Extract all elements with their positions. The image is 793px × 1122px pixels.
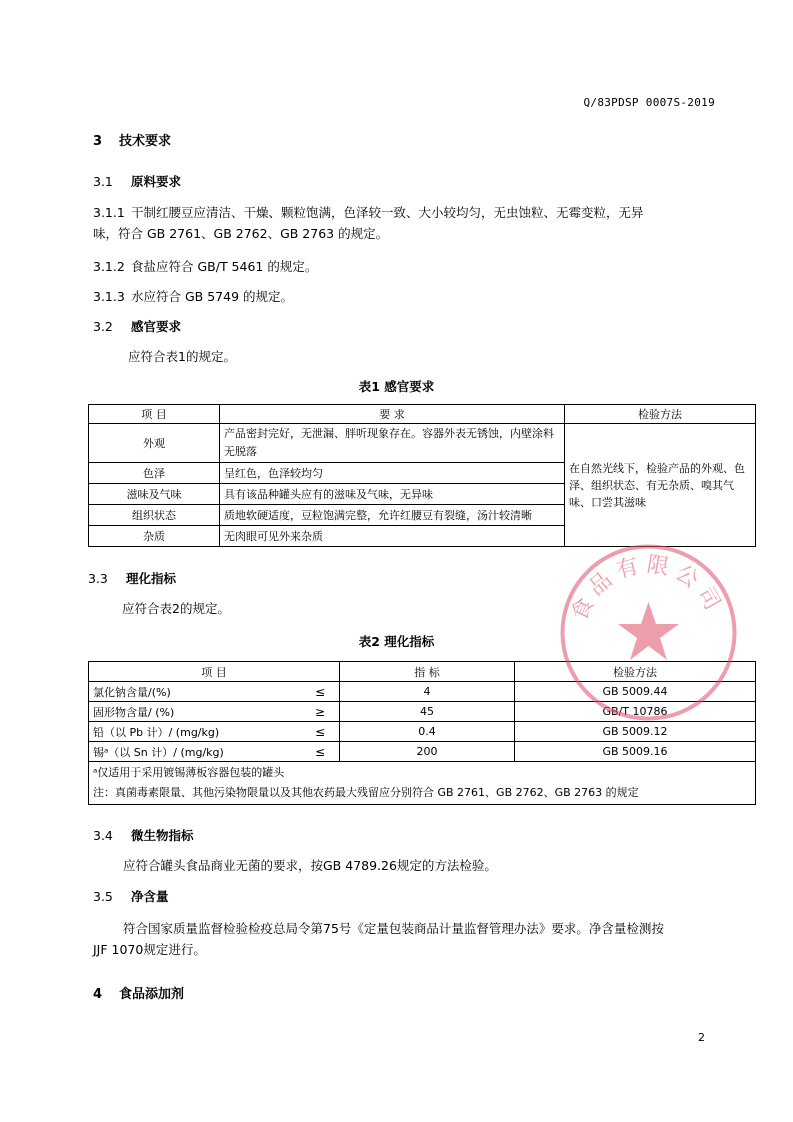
clause-3-1-3: [93, 286, 293, 307]
requirement-cell: 呈红色，色泽较均匀: [220, 463, 565, 484]
table-note: 注：真菌毒素限量、其他污染物限量以及其他农药最大残留应分别符合 GB 2761、GB 2762、GB 2763 的规定: [93, 786, 639, 799]
item-cell: 固形物含量/ (%): [89, 702, 302, 722]
table-footnote: ᵃ仅适用于采用镀锡薄板容器包装的罐头: [93, 766, 285, 779]
clause-3-1-1: [93, 202, 733, 244]
section-3-5-text: [93, 918, 743, 960]
section-number: 3: [93, 134, 103, 149]
sensory-requirements-table: [88, 404, 756, 547]
section-title: 微生物指标: [131, 828, 194, 843]
column-header: 项 目: [89, 405, 220, 424]
requirement-cell: 无肉眼可见外来杂质: [220, 526, 565, 547]
clause-text-line1: 干制红腰豆应清洁、干燥、颗粒饱满，色泽较一致、大小较均匀，无虫蚀粒、无霉变粒，无异: [131, 205, 644, 220]
section-3-heading: [93, 130, 171, 149]
method-cell: GB 5009.16: [515, 742, 756, 762]
company-seal-stamp: [556, 540, 741, 725]
comparison-symbol: ≥: [301, 702, 340, 722]
value-cell: 200: [340, 742, 515, 762]
section-3-3-text: 应符合表2的规定。: [122, 601, 230, 616]
value-cell: 4: [340, 682, 515, 702]
table-notes: [89, 762, 756, 805]
table-2-caption: 表2 理化指标: [358, 634, 435, 649]
comparison-symbol: ≤: [301, 742, 340, 762]
requirement-cell: 产品密封完好，无泄漏、胖听现象存在。容器外表无锈蚀，内壁涂料无脱落: [220, 424, 565, 463]
section-number: 4: [93, 987, 103, 1002]
section-3-3-heading: [88, 569, 176, 587]
item-cell: 锡ᵃ（以 Sn 计）/ (mg/kg): [89, 742, 302, 762]
seal-star-icon: [618, 602, 679, 660]
column-header: 要 求: [220, 405, 565, 424]
section-3-1-heading: [93, 172, 181, 190]
section-title: 感官要求: [131, 319, 182, 334]
section-3-2-heading: [93, 317, 181, 335]
method-cell: 在自然光线下，检验产品的外观、色泽、组织状态、有无杂质、嗅其气味、口尝其滋味: [565, 424, 756, 547]
section-3-5-heading: [93, 887, 169, 905]
section-3-2-text: 应符合表1的规定。: [128, 349, 236, 364]
section-title: 食品添加剂: [119, 987, 185, 1002]
value-cell: 45: [340, 702, 515, 722]
requirement-cell: 质地软硬适度，豆粒饱满完整，允许红腰豆有裂缝，汤汁较清晰: [220, 505, 565, 526]
section-title: 理化指标: [126, 571, 177, 586]
clause-number: 3.1.3: [93, 289, 125, 304]
column-header: 检验方法: [565, 405, 756, 424]
comparison-symbol: ≤: [301, 722, 340, 742]
section-number: 3.4: [93, 828, 113, 843]
section-title: 技术要求: [119, 134, 172, 149]
item-cell: 滋味及气味: [89, 484, 220, 505]
item-cell: 杂质: [89, 526, 220, 547]
clause-number: 3.1.1: [93, 205, 125, 220]
table-1-caption: 表1 感官要求: [358, 379, 435, 394]
item-cell: 铅（以 Pb 计）/ (mg/kg): [89, 722, 302, 742]
section-4-heading: [93, 983, 184, 1002]
clause-text-line2: 味，符合 GB 2761、GB 2762、GB 2763 的规定。: [93, 226, 389, 241]
clause-text: 食盐应符合 GB/T 5461 的规定。: [131, 259, 318, 274]
table-row: [89, 424, 756, 463]
section-3-4-heading: [93, 826, 194, 844]
comparison-symbol: ≤: [301, 682, 340, 702]
section-title: 原料要求: [131, 174, 182, 189]
item-cell: 氯化钠含量/(%): [89, 682, 302, 702]
text-line1: 符合国家质量监督检验检疫总局令第75号《定量包装商品计量监督管理办法》要求。净含量检测按: [123, 921, 664, 936]
value-cell: 0.4: [340, 722, 515, 742]
clause-3-1-2: [93, 256, 317, 277]
section-number: 3.5: [93, 889, 113, 904]
method-cell: GB 5009.44: [515, 682, 756, 702]
column-header: 指 标: [340, 662, 515, 682]
table-row: [89, 742, 756, 762]
item-cell: 外观: [89, 424, 220, 463]
method-cell: GB/T 10786: [515, 702, 756, 722]
section-number: 3.2: [93, 319, 113, 334]
item-cell: 组织状态: [89, 505, 220, 526]
text-line2: JJF 1070规定进行。: [93, 942, 206, 957]
page-number: 2: [698, 1031, 705, 1044]
section-3-4-text: 应符合罐头食品商业无菌的要求，按GB 4789.26规定的方法检验。: [123, 858, 497, 873]
method-cell: GB 5009.12: [515, 722, 756, 742]
section-number: 3.3: [88, 571, 108, 586]
column-header: 检验方法: [515, 662, 756, 682]
seal-text: 食品有限公司: [567, 552, 728, 625]
item-cell: 色泽: [89, 463, 220, 484]
clause-text: 水应符合 GB 5749 的规定。: [131, 289, 293, 304]
section-title: 净含量: [131, 889, 169, 904]
requirement-cell: 具有该品种罐头应有的滋味及气味，无异味: [220, 484, 565, 505]
document-id: Q/83PDSP 0007S-2019: [583, 96, 715, 109]
section-number: 3.1: [93, 174, 113, 189]
clause-number: 3.1.2: [93, 259, 125, 274]
column-header: 项 目: [89, 662, 340, 682]
